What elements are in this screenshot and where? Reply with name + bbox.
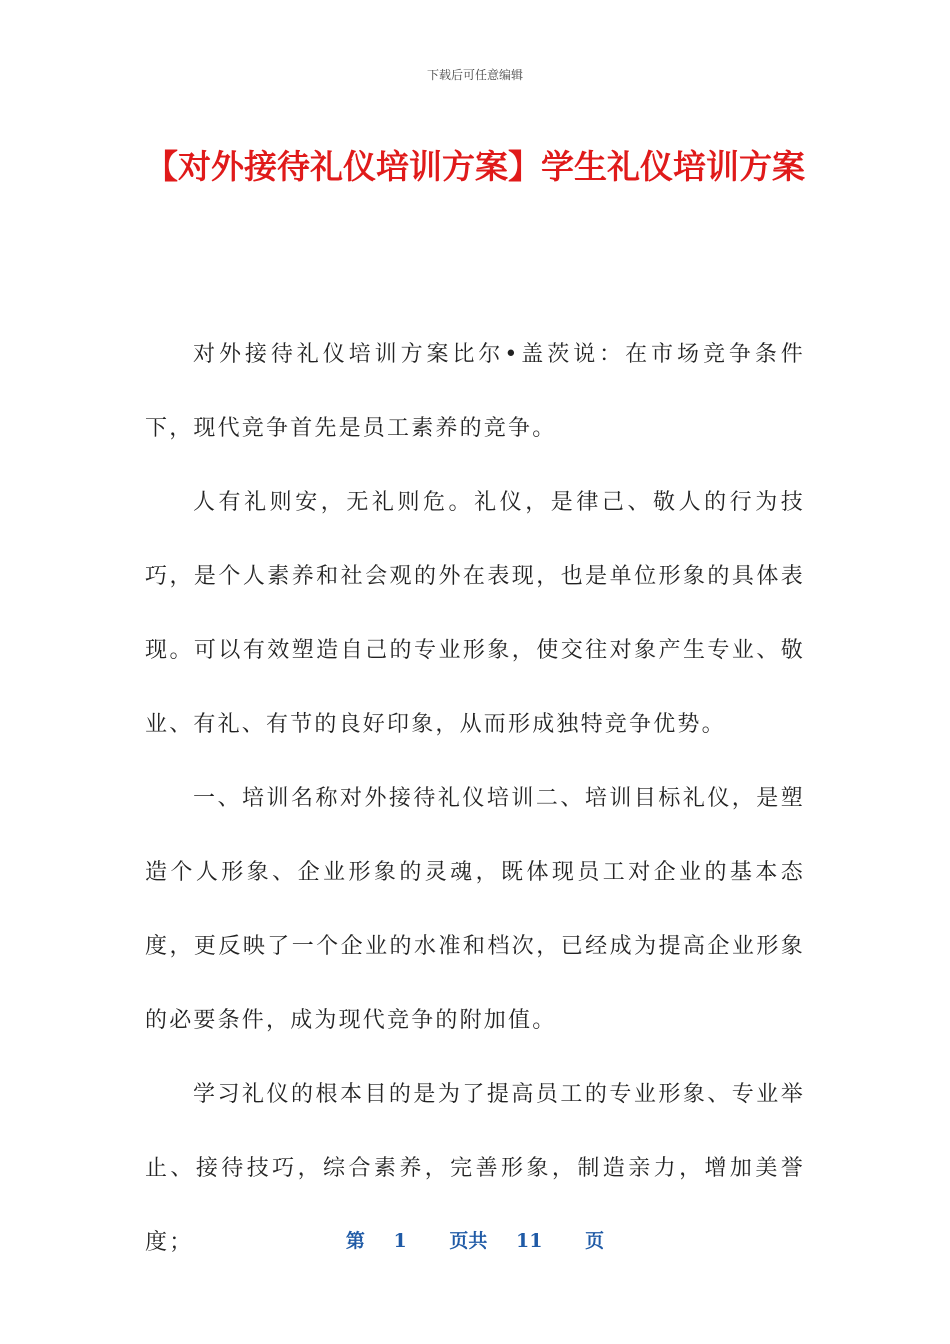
paragraph: 对外接待礼仪培训方案比尔•盖茨说：在市场竞争条件下，现代竞争首先是员工素养的竞争。 bbox=[145, 342, 805, 441]
page-mid-text: 页共 bbox=[449, 1230, 488, 1252]
total-pages: 11 bbox=[516, 1230, 543, 1252]
paragraph: 一、培训名称对外接待礼仪培训二、培训目标礼仪，是塑造个人形象、企业形象的灵魂，既体现员工对企业的基本态度，更反映了一个企业的水准和档次，已经成为提高企业形象的必要条件，成为现代竞争的附加值。 bbox=[145, 786, 805, 1033]
page-prefix: 第 bbox=[345, 1230, 365, 1252]
page-footer bbox=[0, 1226, 950, 1253]
page-number: 1 bbox=[393, 1230, 407, 1252]
header-note: 下载后可任意编辑 bbox=[426, 68, 523, 82]
paragraph: 学习礼仪的根本目的是为了提高员工的专业形象、专业举止、接待技巧，综合素养，完善形象，制造亲力，增加美誉度； bbox=[145, 1082, 805, 1255]
page-suffix: 页 bbox=[585, 1230, 605, 1252]
paragraph: 人有礼则安，无礼则危。礼仪，是律己、敬人的行为技巧，是个人素养和社会观的外在表现，也是单位形象的具体表现。可以有效塑造自己的专业形象，使交往对象产生专业、敬业、有礼、有节的良好印象，从而形成独特竞争优势。 bbox=[145, 490, 805, 737]
document-body bbox=[145, 318, 805, 1280]
document-title: 【对外接待礼仪培训方案】学生礼仪培训方案 bbox=[145, 147, 805, 186]
